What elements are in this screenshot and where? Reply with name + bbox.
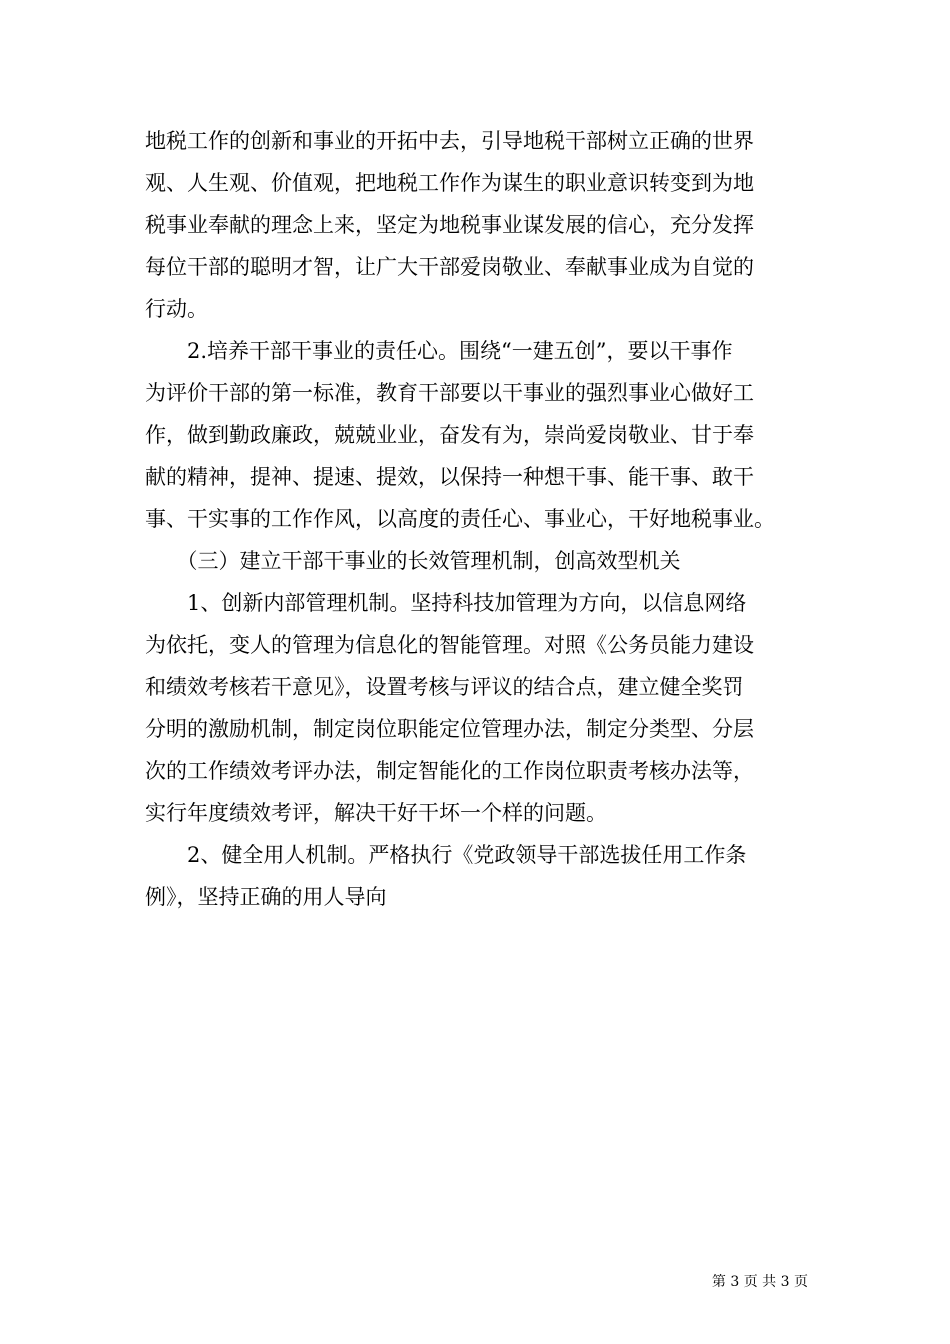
text-line: 每位干部的聪明才智，让广大干部爱岗敬业、奉献事业成为自觉的 <box>145 255 754 279</box>
text-line: 作，做到勤政廉政，兢兢业业，奋发有为，崇尚爱岗敬业、甘于奉 <box>145 423 754 447</box>
text-line: 为评价干部的第一标准，教育干部要以干事业的强烈事业心做好工 <box>145 381 754 405</box>
document-body <box>145 120 810 918</box>
text-line: 2.培养干部干事业的责任心。围绕“一建五创”，要以干事作 <box>145 339 733 363</box>
page-footer: 第 3 页 共 3 页 <box>711 1274 808 1290</box>
text-line: 观、人生观、价值观，把地税工作作为谋生的职业意识转变到为地 <box>145 171 754 195</box>
section-heading: （三）建立干部干事业的长效管理机制，创高效型机关 <box>145 549 681 573</box>
text-line: 实行年度绩效考评，解决干好干坏一个样的问题。 <box>145 801 607 825</box>
text-line: 分明的激励机制，制定岗位职能定位管理办法，制定分类型、分层 <box>145 717 754 741</box>
text-line: 献的精神，提神、提速、提效，以保持一种想干事、能干事、敢干 <box>145 465 754 489</box>
text-line: 事、干实事的工作作风，以高度的责任心、事业心，干好地税事业。 <box>145 507 775 531</box>
text-line: 和绩效考核若干意见》，设置考核与评议的结合点，建立健全奖罚 <box>145 675 744 699</box>
text-line: 次的工作绩效考评办法，制定智能化的工作岗位职责考核办法等， <box>145 759 754 783</box>
text-line: 为依托，变人的管理为信息化的智能管理。对照《公务员能力建设 <box>145 633 754 657</box>
text-line: 地税工作的创新和事业的开拓中去，引导地税干部树立正确的世界 <box>145 129 754 153</box>
text-line: 例》，坚持正确的用人导向 <box>145 885 387 909</box>
text-line: 行动。 <box>145 297 208 321</box>
text-line: 税事业奉献的理念上来，坚定为地税事业谋发展的信心，充分发挥 <box>145 213 754 237</box>
text-line: 2、健全用人机制。严格执行《党政领导干部选拔任用工作条 <box>145 843 747 867</box>
text-line: 1、创新内部管理机制。坚持科技加管理为方向，以信息网络 <box>145 591 747 615</box>
